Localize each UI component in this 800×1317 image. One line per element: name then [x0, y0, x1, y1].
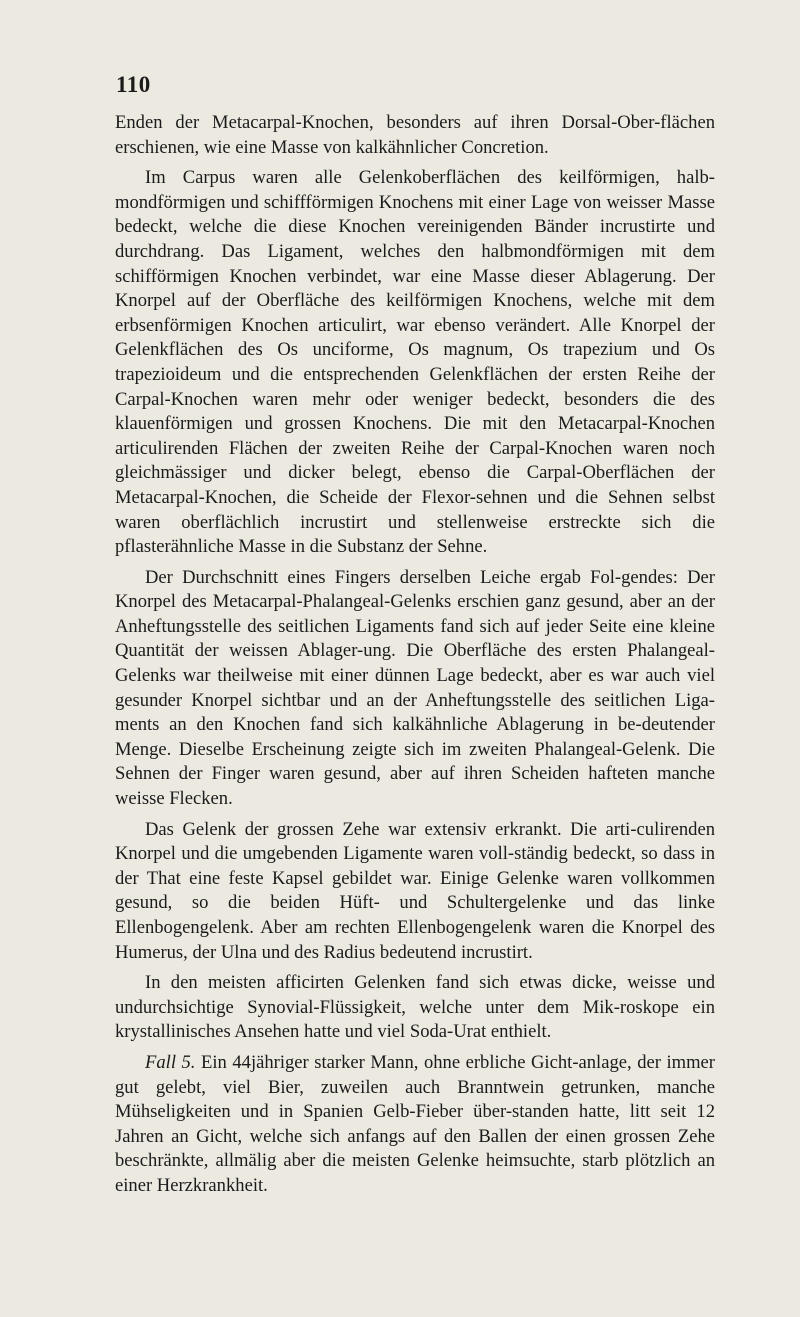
paragraph-continuation: Enden der Metacarpal-Knochen, besonders auf ihren Dorsal-Ober-flächen erschienen, wie eine Masse von kalkähnlicher Concretion.	[115, 112, 715, 158]
body-text	[115, 111, 715, 1199]
paragraph-carpus: Im Carpus waren alle Gelenkoberflächen des keilförmigen, halb-mondförmigen und schiffförmigen Knochens mit einer Lage von weisser Masse bedeckt, welche die diese Knochen vereinigenden Bänder incrustirte und durchdrang. Das Ligament, welches den halbmondförmigen mit dem schifförmigen Knochen verbindet, war eine Masse dieser Ablagerung. Der Knorpel auf der Oberfläche des keilförmigen Knochens, welche mit dem erbsenförmigen Knochen articulirt, war ebenso verändert. Alle Knorpel der Gelenkflächen des Os unciforme, Os magnum, Os trapezium und Os trapezioideum und die entsprechenden Gelenkflächen der ersten Reihe der Carpal-Knochen waren mehr oder weniger bedeckt, besonders die des klauenförmigen und grossen Knochens. Die mit den Metacarpal-Knochen articulirenden Flächen der zweiten Reihe der Carpal-Knochen waren noch gleichmässiger und dicker belegt, ebenso die Carpal-Oberflächen der Metacarpal-Knochen, die Scheide der Flexor-sehnen und die Sehnen selbst waren oberflächlich incrustirt und stellenweise erstreckte sich die pflasterähnliche Masse in die Substanz der Sehne.	[115, 167, 715, 558]
page-number: 110	[116, 72, 151, 97]
paragraph-synovial-fluid: In den meisten afficirten Gelenken fand sich etwas dicke, weisse und undurchsichtige Synovial-Flüssigkeit, welche unter dem Mik-roskope ein krystallinisches Ansehen hatte und viel Soda-Urat enthielt.	[115, 972, 715, 1043]
paragraph-toe-joint: Das Gelenk der grossen Zehe war extensiv erkrankt. Die arti-culirenden Knorpel und die umgebenden Ligamente waren voll-ständig bedeckt, so dass in der That eine feste Kapsel gebildet war. Einige Gelenke waren vollkommen gesund, so die beiden Hüft- und Schultergelenke und das linke Ellenbogengelenk. Aber am rechten Ellenbogengelenk waren die Knorpel des Humerus, der Ulna und des Radius bedeutend incrustirt.	[115, 818, 715, 963]
paragraph-case-5	[115, 1051, 715, 1199]
paragraph-finger-section: Der Durchschnitt eines Fingers derselben Leiche ergab Fol-gendes: Der Knorpel des Metacarpal-Phalangeal-Gelenks erschien ganz gesund, aber an der Anheftungsstelle des seitlichen Ligaments fand sich auf jeder Seite eine kleine Quantität der weissen Ablager-ung. Die Oberfläche des ersten Phalangeal-Gelenks war theilweise mit einer dünnen Lage bedeckt, aber es war auch viel gesunder Knorpel sichtbar und an der Anheftungsstelle des seitlichen Liga-ments an den Knochen fand sich kalkähnliche Ablagerung in be-deutender Menge. Dieselbe Erscheinung zeigte sich im zweiten Phalangeal-Gelenk. Die Sehnen der Finger waren gesund, aber auf ihren Scheiden hafteten manche weisse Flecken.	[115, 566, 715, 810]
case-label: Fall 5.	[145, 1051, 196, 1073]
case-text: Ein 44jähriger starker Mann, ohne erbliche Gicht-anlage, der immer gut gelebt, viel Bier, zuweilen auch Branntwein getrunken, manche Mühseligkeiten und in Spanien Gelb-Fieber über-standen hatte, litt seit 12 Jahren an Gicht, welche sich anfangs auf den Ballen der einen grossen Zehe beschränkte, allmälig aber die meisten Gelenke heimsuchte, starb plötzlich an einer Herzkrankheit.	[115, 1051, 715, 1196]
